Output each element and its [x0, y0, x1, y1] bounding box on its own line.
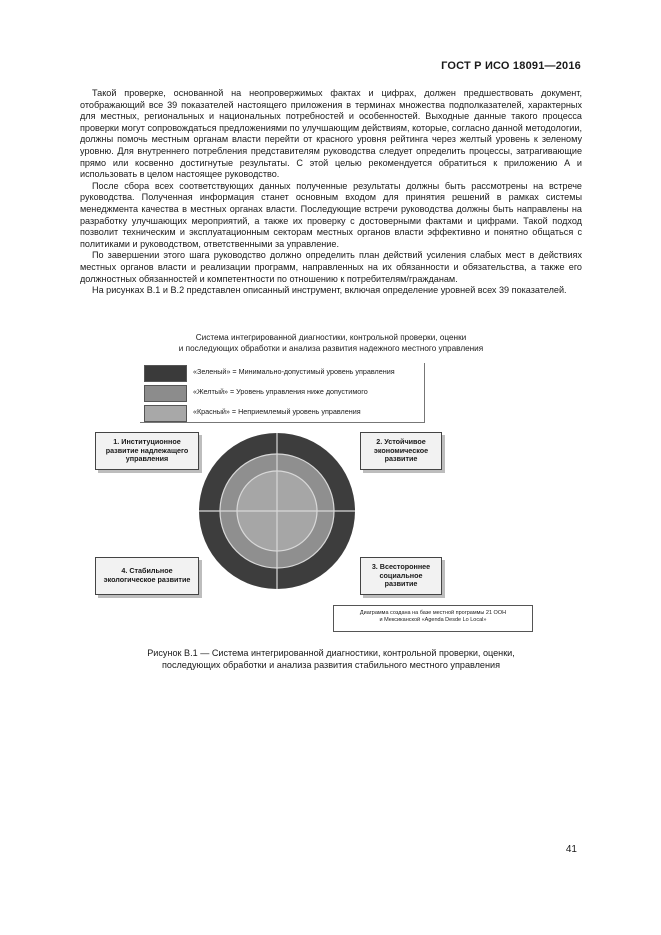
figure-title-line: Система интегрированной диагностики, контрольной проверки, оценки — [195, 333, 467, 342]
paragraph: Такой проверке, основанной на неопровержимых фактах и цифрах, должен предшествовать документ, отображающий все 39 показателей настоящего приложения в терминах множества подполказателей, характерных для местных, региональных и национальных потребностей и особенностей. Выходные данные такого процесса проверки могут сопровождаться предложениями по улучшающим действиям, которые, согласно данной методологии, должны помочь местным органам власти перейти от красного уровня рейтинга через желтый уровень к зеленому уровню. Для внутреннего потребления представителям руководства следует определить процессы, затрагивающие прямо или косвенно достигнутые результаты. С этой целью рекомендуется обратиться к приложению А и использовать в целом настоящее руководство. — [80, 88, 582, 180]
legend-label: «Зеленый» = Минимально-допустимый уровень управления — [193, 367, 395, 376]
legend-item-red — [140, 403, 424, 420]
legend-swatch-yellow — [144, 385, 187, 402]
note-line: Диаграмма создана на базе местной программы 21 ООН — [359, 610, 507, 616]
legend — [140, 363, 424, 423]
paragraph: По завершении этого шага руководство должно определить план действий усиления слабых мест в действиях местных органов власти и реализации программ, направленных на их обязанности и обязательства, а также его должностных обязанностей и компетентности по отношению к потребителям/гражданам. — [80, 250, 582, 284]
legend-swatch-red — [144, 405, 187, 422]
body-text — [80, 88, 582, 297]
concentric-circles-diagram — [198, 432, 356, 590]
legend-label: «Красный» = Неприемлемый уровень управления — [193, 407, 361, 416]
legend-label: «Желтый» = Уровень управления ниже допустимого — [193, 387, 368, 396]
figure-title-line: и последующих обработки и анализа развития надежного местного управления — [178, 343, 484, 353]
page-number: 41 — [565, 844, 577, 855]
document-header: ГОСТ Р ИСО 18091—2016 — [441, 60, 581, 72]
quadrant-box-1: 1. Институционное развитие надлежащего управления — [95, 432, 199, 470]
figure-caption — [80, 648, 582, 672]
paragraph: После сбора всех соответствующих данных полученные результаты должны быть рассмотрены на встрече руководства. Полученная информация станет основным входом для принятия решений в рамках системы менеджмента качества в местных органах власти. Последующие встречи руководства должны быть направлены на разработку улучшающих мероприятий, а также их проверку с достоверными фактами и цифрами. Такой подход позволит техническим и эксплуатационным секторам местных органов власти эффективно и понятно общаться с политиками и руководством, ответственными за управление. — [80, 180, 582, 249]
caption-line: последующих обработки и анализа развития стабильного местного управления — [161, 659, 501, 670]
legend-swatch-green — [144, 365, 187, 382]
legend-item-green — [140, 363, 424, 380]
figure-title — [80, 333, 582, 354]
quadrant-box-2: 2. Устойчивое экономическое развитие — [360, 432, 442, 470]
note-line: и Мексиканской «Agenda Desde Lo Local» — [379, 617, 487, 623]
caption-line: Рисунок В.1 — Система интегрированной диагностики, контрольной проверки, оценки, — [147, 648, 515, 658]
diagram-source-note — [333, 605, 533, 632]
quadrant-box-3: 3. Всестороннее социальное развитие — [360, 557, 442, 595]
paragraph: На рисунках В.1 и В.2 представлен описанный инструмент, включая определение уровней всех 39 показателей. — [92, 285, 567, 296]
legend-item-yellow — [140, 383, 424, 400]
quadrant-box-4: 4. Стабильное экологическое развитие — [95, 557, 199, 595]
